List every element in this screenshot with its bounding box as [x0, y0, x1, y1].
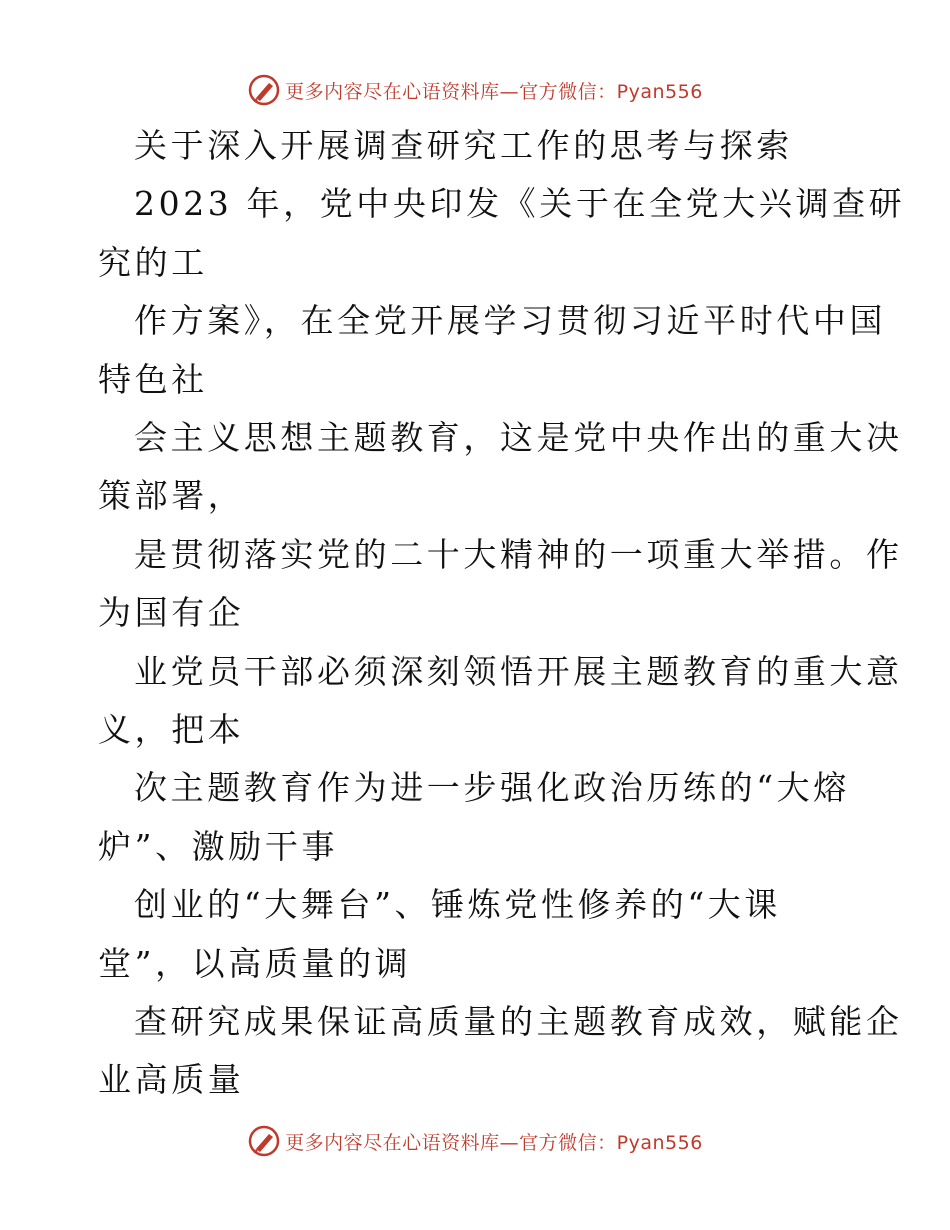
text-line: 业高质量: [98, 1060, 245, 1100]
header-watermark: [0, 70, 950, 110]
text-line: 策部署，: [98, 476, 245, 516]
text-line: 关于深入开展调查研究工作的思考与探索: [134, 126, 793, 165]
text-line: 业党员干部必须深刻领悟开展主题教育的重大意: [134, 651, 903, 691]
text-line: 查研究成果保证高质量的主题教育成效，赋能企: [134, 1002, 903, 1041]
text-line: 2023 年，党中央印发《关于在全党大兴调查研: [134, 184, 906, 224]
text-line: 会主义思想主题教育，这是党中央作出的重大决: [134, 418, 903, 457]
pen-logo-icon: [247, 1124, 281, 1158]
text-line: 是贯彻落实党的二十大精神的一项重大举措。作: [134, 534, 903, 574]
text-line: 次主题教育作为进一步强化政治历练的“大熔: [134, 768, 850, 808]
text-line: 义，把本: [98, 710, 245, 749]
pen-logo-icon: [247, 73, 281, 107]
text-line: 炉”、激励干事: [98, 826, 339, 866]
text-line: 作方案》，在全党开展学习贯彻习近平时代中国: [134, 301, 887, 341]
text-line: 为国有企: [98, 593, 245, 633]
watermark-text: 更多内容尽在心语资料库—官方微信：Pyan556: [285, 80, 703, 103]
watermark-text: 更多内容尽在心语资料库—官方微信：Pyan556: [285, 1131, 703, 1154]
text-line: 创业的“大舞台”、锤炼党性修养的“大课: [134, 885, 782, 925]
text-line: 特色社: [98, 359, 208, 399]
text-line: 堂”，以高质量的调: [98, 943, 412, 983]
footer-watermark: [0, 1121, 950, 1161]
text-line: 究的工: [98, 242, 208, 282]
